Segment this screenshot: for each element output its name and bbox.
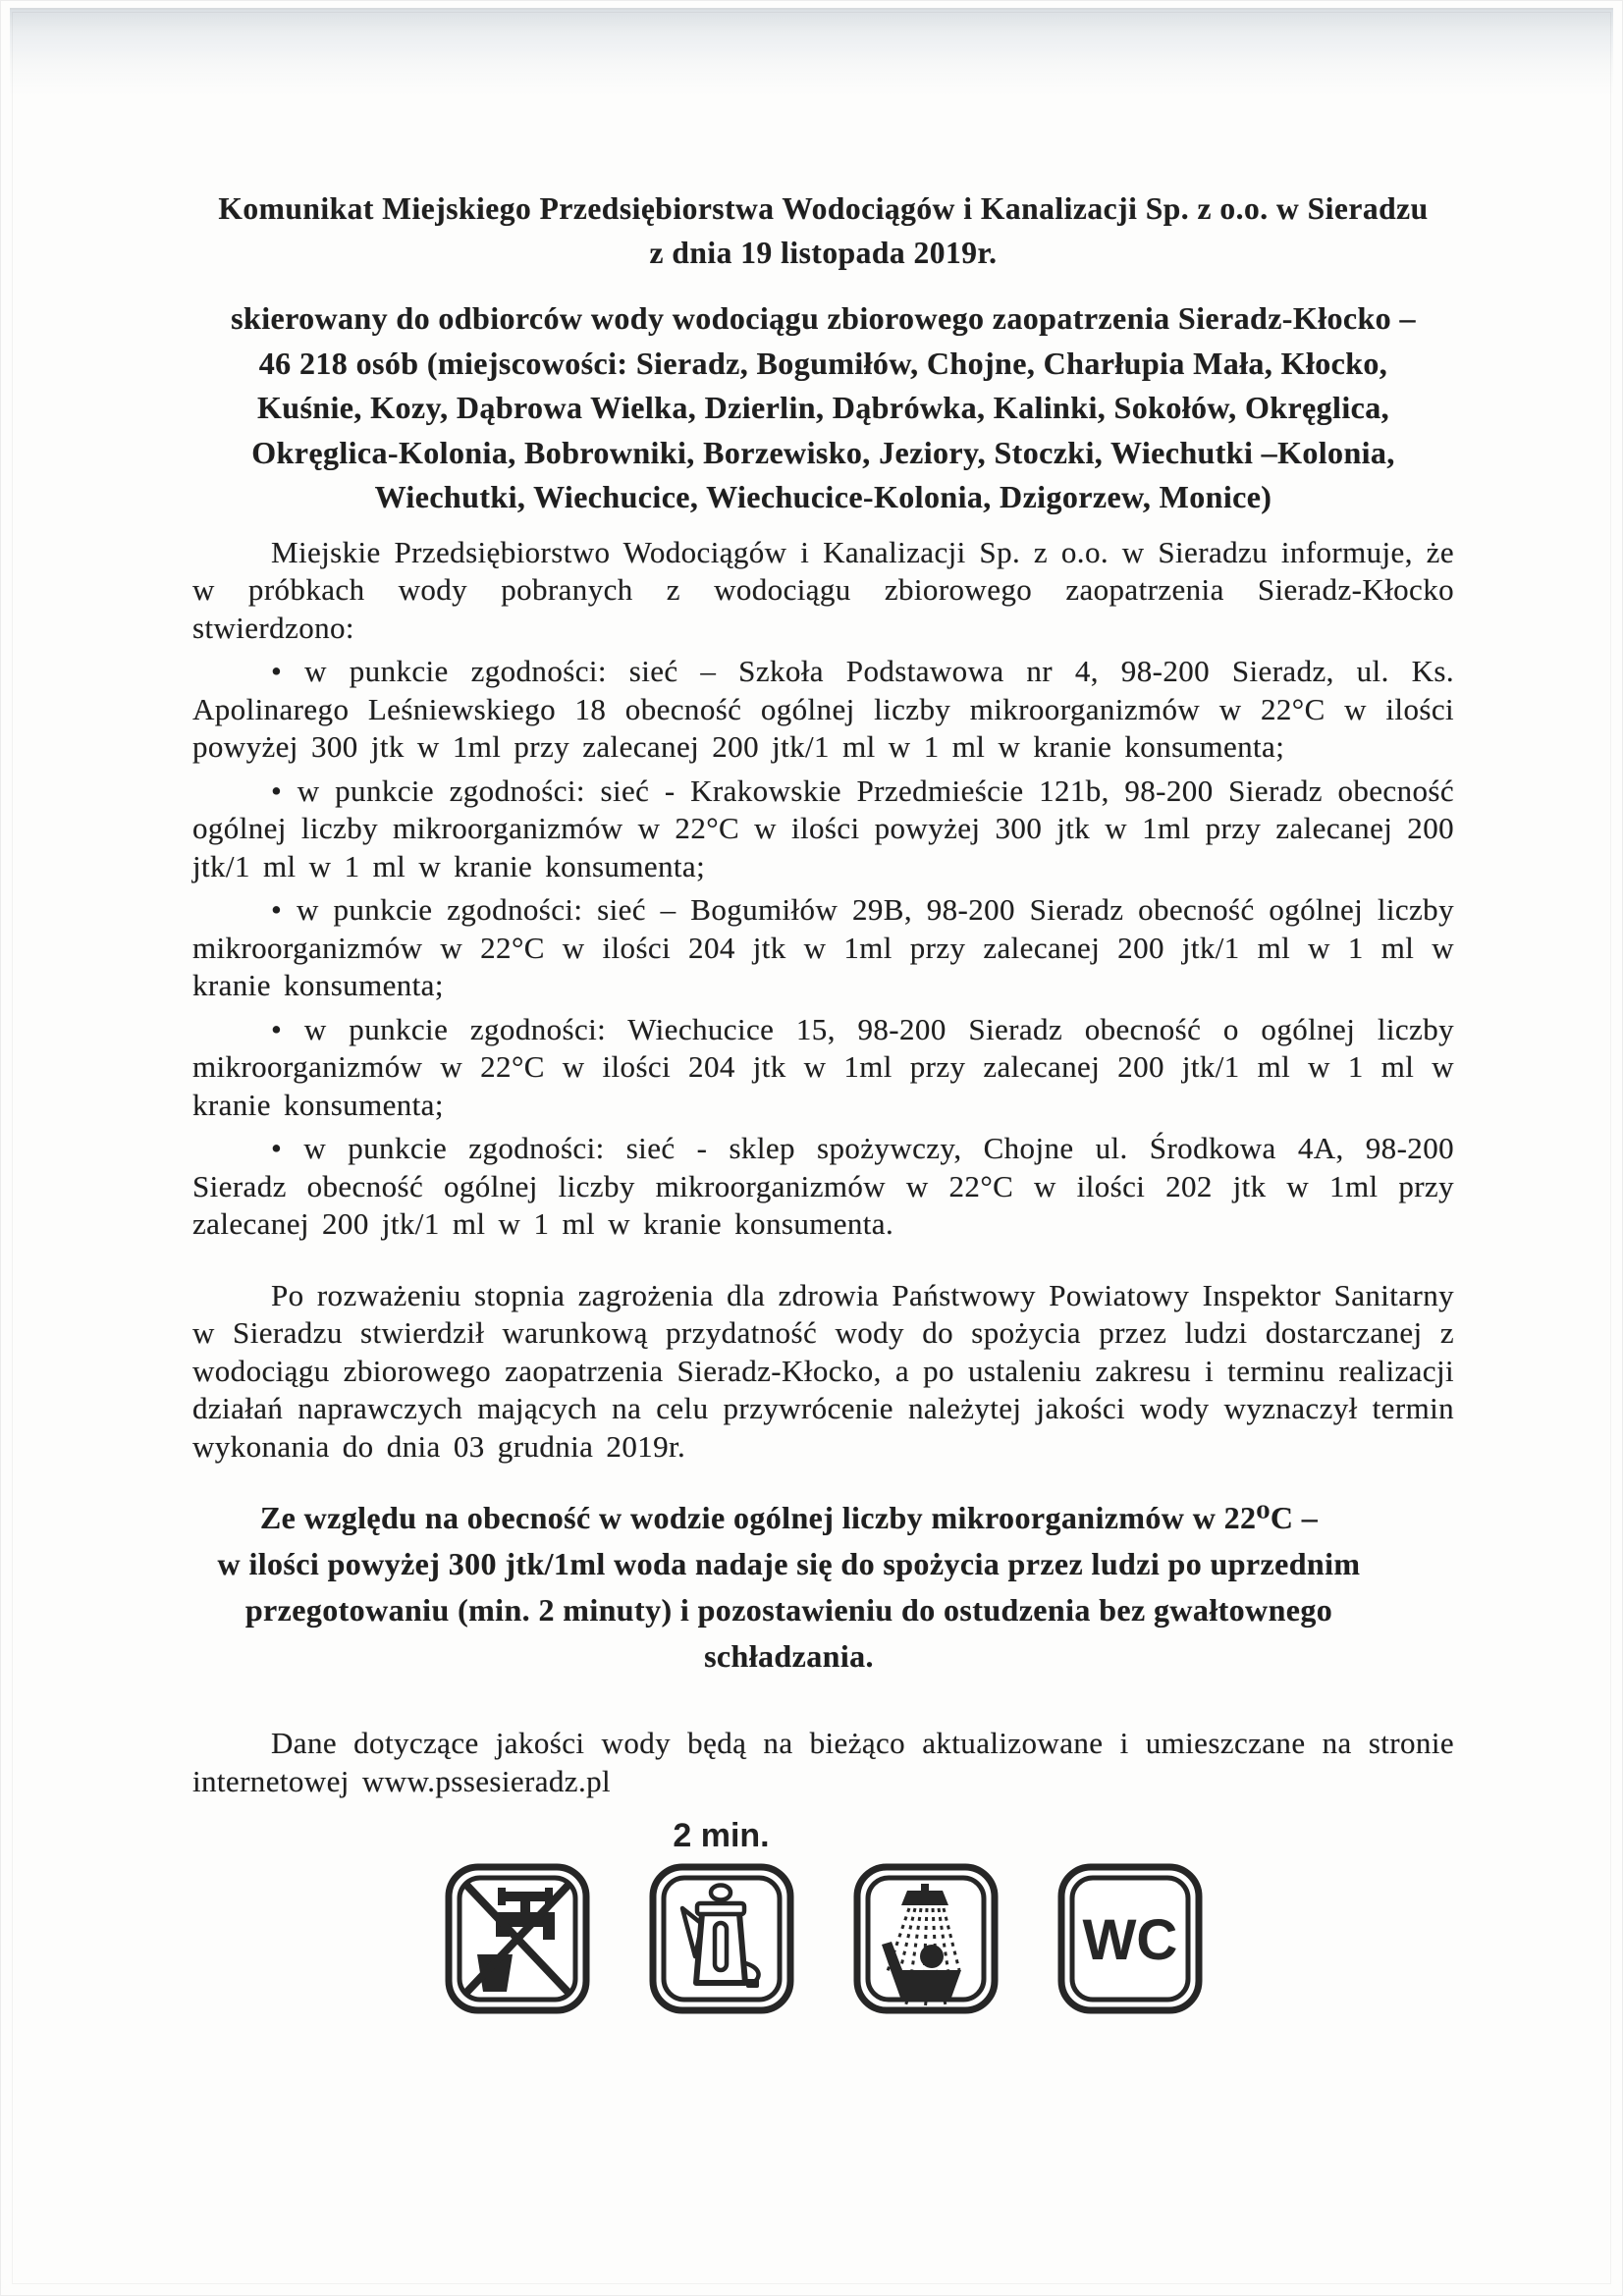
addressee-line: Kuśnie, Kozy, Dąbrowa Wielka, Dzierlin, Dąbrówka, Kalinki, Sokołów, Okręglica, <box>256 390 1390 425</box>
addressee-line: Wiechutki, Wiechucice, Wiechucice-Kolonia, Dzigorzew, Monice) <box>374 479 1272 514</box>
warning-line: w ilości powyżej 300 jtk/1ml woda nadaje się do spożycia przez ludzi po uprzednim <box>217 1546 1361 1581</box>
warning-line: Ze względu na obecność w wodzie ogólnej liczby mikroorganizmów w 22⁰C – <box>259 1500 1319 1535</box>
boil-water-warning <box>192 1495 1385 1680</box>
website-paragraph: Dane dotyczące jakości wody będą na bieżąco aktualizowane i umieszczane na stronie internetowej www.pssesieradz.pl <box>192 1726 1454 1798</box>
icon-label-spacer <box>1125 1814 1135 1861</box>
bullet-item-bogumilow: • w punkcie zgodności: sieć – Bogumiłów 29B, 98-200 Sieradz obecność ogólnej liczby mikroorganizmów w 22°C w ilości 204 jtk w 1ml przy zalecanej 200 jtk/1 ml w 1 ml w kranie konsumenta; <box>192 892 1454 1002</box>
pictogram-boil-water <box>647 1814 796 2016</box>
document-title <box>192 187 1454 275</box>
bullet-item-szkola: • w punkcie zgodności: sieć – Szkoła Podstawowa nr 4, 98-200 Sieradz, ul. Ks. Apolinarego Leśniewskiego 18 obecność ogólnej liczby mikroorganizmów w 22°C w ilości powyżej 300 jtk w 1ml przy zalecanej 200 jtk/1 ml w 1 ml w kranie konsumenta; <box>192 654 1454 764</box>
pictogram-no-tap-water <box>443 1814 592 2016</box>
title-date-line: z dnia 19 listopada 2019r. <box>649 236 998 270</box>
wc-text: WC <box>1082 1908 1177 1972</box>
boil-time-label: 2 min. <box>673 1817 770 1854</box>
scan-artifact-band <box>10 8 1613 96</box>
inspector-decision-paragraph: Po rozważeniu stopnia zagrożenia dla zdrowia Państwowy Powiatowy Inspektor Sanitarny w Sieradzu stwierdził warunkową przydatność wody do spożycia przez ludzi dostarczanej z wodociągu zbiorowego zaopatrzenia Sieradz-Kłocko, a po ustaleniu zakresu i terminu realizacji działań naprawczych mających na celu przywrócenie należytej jakości wody wyznaczył termin wykonania do dnia 03 grudnia 2019r. <box>192 1277 1454 1464</box>
shower-icon <box>851 1861 1001 2016</box>
statement-paragraph: Miejskie Przedsiębiorstwo Wodociągów i Kanalizacji Sp. z o.o. w Sieradzu informuje, że w próbkach wody pobranych z wodociągu zbiorowego zaopatrzenia Sieradz-Kłocko stwierdzono: <box>192 534 1454 645</box>
document-content <box>192 187 1454 2016</box>
kettle-icon <box>647 1861 796 2016</box>
warning-line: przegotowaniu (min. 2 minuty) i pozostawieniu do ostudzenia bez gwałtownego <box>244 1592 1333 1628</box>
addressee-paragraph <box>192 296 1454 520</box>
warning-line: schładzania. <box>704 1638 874 1674</box>
no-tap-water-icon <box>443 1861 592 2016</box>
addressee-line: Okręglica-Kolonia, Bobrowniki, Borzewisko, Jeziory, Stoczki, Wiechutki –Kolonia, <box>251 434 1395 470</box>
wc-icon <box>1055 1861 1205 2016</box>
icon-label-spacer <box>513 1814 522 1861</box>
addressee-line: 46 218 osób (miejscowości: Sieradz, Bogumiłów, Chojne, Charłupia Mała, Kłocko, <box>258 345 1388 381</box>
pictogram-shower <box>851 1814 1001 2016</box>
bullet-item-wiechucice: • w punkcie zgodności: Wiechucice 15, 98-200 Sieradz obecność o ogólnej liczby mikroorganizmów w 22°C w ilości 204 jtk w 1ml przy zalecanej 200 jtk/1 ml w 1 ml w kranie konsumenta; <box>192 1011 1454 1122</box>
pictogram-row <box>192 1814 1454 2016</box>
bullet-item-krakowskie: • w punkcie zgodności: sieć - Krakowskie Przedmieście 121b, 98-200 Sieradz obecność ogólnej liczby mikroorganizmów w 22°C w ilości powyżej 300 jtk w 1ml przy zalecanej 200 jtk/1 ml w 1 ml w kranie konsumenta; <box>192 773 1454 883</box>
icon-label-spacer <box>921 1814 931 1861</box>
pictogram-wc <box>1055 1814 1205 2016</box>
title-line: Komunikat Miejskiego Przedsiębiorstwa Wodociągów i Kanalizacji Sp. z o.o. w Sieradzu <box>218 191 1429 226</box>
bullet-item-chojne: • w punkcie zgodności: sieć - sklep spożywczy, Chojne ul. Środkowa 4A, 98-200 Sieradz obecność ogólnej liczby mikroorganizmów w 22°C w ilości 202 jtk w 1ml przy zalecanej 200 jtk/1 ml w 1 ml w kranie konsumenta. <box>192 1131 1454 1241</box>
addressee-line: skierowany do odbiorców wody wodociągu zbiorowego zaopatrzenia Sieradz-Kłocko – <box>231 300 1416 336</box>
